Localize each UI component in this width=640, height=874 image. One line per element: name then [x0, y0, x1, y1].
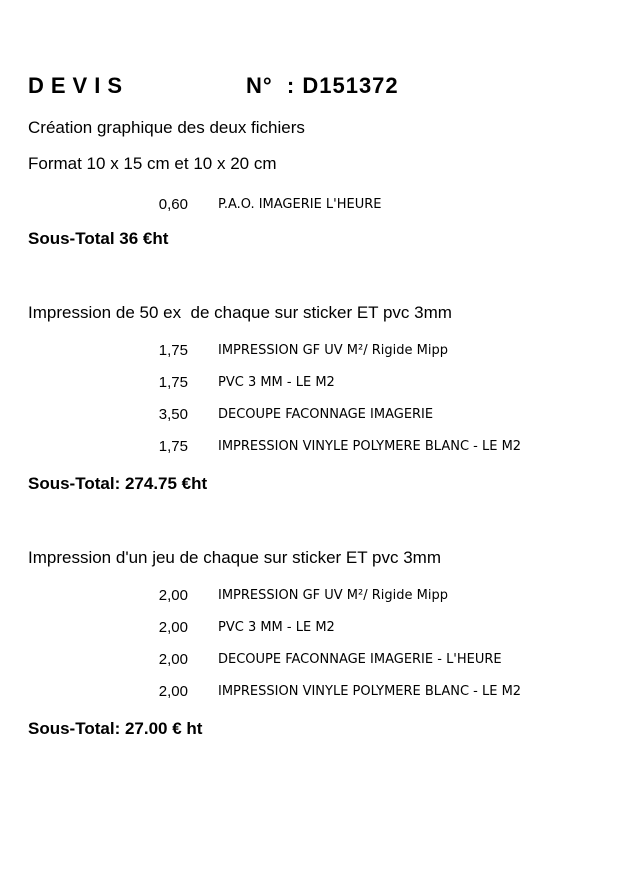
section2-description: Impression de 50 ex de chaque sur sticker ET pvc 3mm: [28, 303, 452, 322]
section3-subtotal: Sous-Total: 27.00 € ht: [28, 719, 203, 738]
quote-number: N° : D151372: [246, 73, 399, 98]
document-title: DEVIS: [28, 73, 130, 98]
line-item: [0, 438, 640, 460]
item-quantity: 2,00: [158, 619, 188, 636]
line-item: [0, 651, 640, 673]
section1-format: Format 10 x 15 cm et 10 x 20 cm: [28, 154, 277, 173]
item-quantity: 1,75: [158, 438, 188, 455]
item-description: DECOUPE FACONNAGE IMAGERIE - L'HEURE: [218, 652, 502, 667]
item-description: PVC 3 MM - LE M2: [218, 375, 335, 390]
line-item: [0, 342, 640, 364]
section1-description: Création graphique des deux fichiers: [28, 118, 305, 137]
section3-description: Impression d'un jeu de chaque sur sticker ET pvc 3mm: [28, 548, 442, 567]
document-header: [28, 73, 588, 105]
item-quantity: 1,75: [158, 342, 188, 359]
item-description: IMPRESSION GF UV M²/ Rigide Mipp: [218, 343, 448, 358]
item-quantity: 2,00: [158, 683, 188, 700]
line-item: [0, 196, 640, 218]
item-quantity: 0,60: [158, 196, 188, 213]
item-quantity: 2,00: [158, 651, 188, 668]
item-description: P.A.O. IMAGERIE L'HEURE: [218, 197, 382, 212]
item-description: IMPRESSION VINYLE POLYMERE BLANC - LE M2: [218, 684, 522, 699]
line-item: [0, 619, 640, 641]
item-quantity: 2,00: [158, 587, 188, 604]
item-description: DECOUPE FACONNAGE IMAGERIE: [218, 407, 434, 422]
item-quantity: 3,50: [158, 406, 188, 423]
line-item: [0, 406, 640, 428]
section1-subtotal: Sous-Total 36 €ht: [28, 229, 169, 248]
line-item: [0, 374, 640, 396]
line-item: [0, 587, 640, 609]
line-item: [0, 683, 640, 705]
item-quantity: 1,75: [158, 374, 188, 391]
item-description: IMPRESSION GF UV M²/ Rigide Mipp: [218, 588, 448, 603]
item-description: IMPRESSION VINYLE POLYMERE BLANC - LE M2: [218, 439, 522, 454]
item-description: PVC 3 MM - LE M2: [218, 620, 335, 635]
section2-subtotal: Sous-Total: 274.75 €ht: [28, 474, 208, 493]
